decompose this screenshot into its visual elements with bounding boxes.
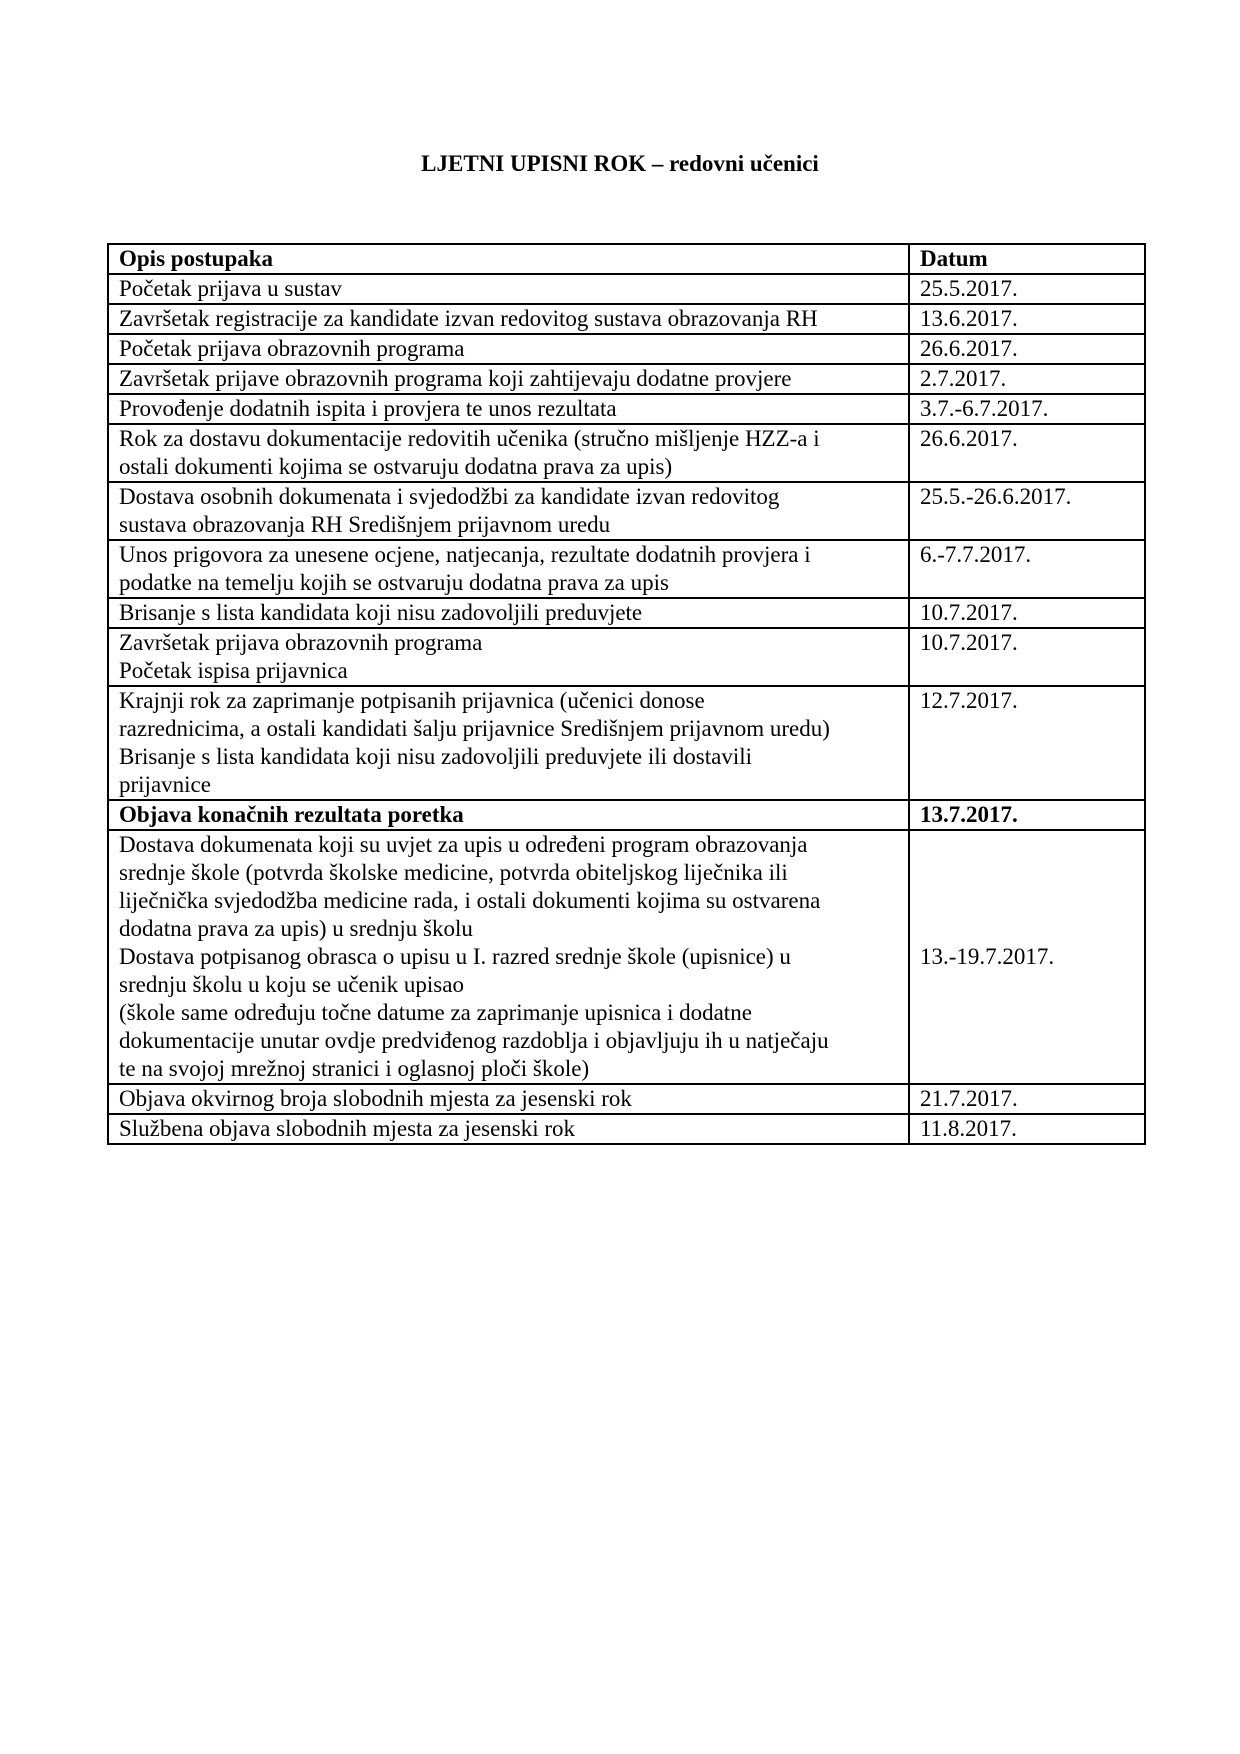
row-description: Brisanje s lista kandidata koji nisu zadovoljili preduvjete <box>108 598 909 628</box>
table-row <box>108 1114 1145 1144</box>
row-date: 10.7.2017. <box>909 598 1145 628</box>
row-date: 3.7.-6.7.2017. <box>909 394 1145 424</box>
row-description: Završetak registracije za kandidate izvan redovitog sustava obrazovanja RH <box>108 304 909 334</box>
row-date: 10.7.2017. <box>909 628 1145 686</box>
row-description: Unos prigovora za unesene ocjene, natjecanja, rezultate dodatnih provjera i podatke na temelju kojih se ostvaruju dodatna prava za upis <box>108 540 909 598</box>
row-date: 21.7.2017. <box>909 1084 1145 1114</box>
row-date: 6.-7.7.2017. <box>909 540 1145 598</box>
table-row <box>108 1084 1145 1114</box>
table-row <box>108 364 1145 394</box>
row-description: Dostava osobnih dokumenata i svjedodžbi za kandidate izvan redovitog sustava obrazovanja RH Središnjem prijavnom uredu <box>108 482 909 540</box>
row-date: 25.5.-26.6.2017. <box>909 482 1145 540</box>
row-description: Početak prijava obrazovnih programa <box>108 334 909 364</box>
row-date: 25.5.2017. <box>909 274 1145 304</box>
table-row <box>108 830 1145 1084</box>
row-date: 13.6.2017. <box>909 304 1145 334</box>
row-description: Početak prijava u sustav <box>108 274 909 304</box>
table-row <box>108 482 1145 540</box>
header-description: Opis postupaka <box>108 244 909 274</box>
table-row <box>108 424 1145 482</box>
row-date: 13.-19.7.2017. <box>909 830 1145 1084</box>
row-description: Završetak prijave obrazovnih programa koji zahtijevaju dodatne provjere <box>108 364 909 394</box>
row-description: Objava okvirnog broja slobodnih mjesta za jesenski rok <box>108 1084 909 1114</box>
table-row <box>108 686 1145 800</box>
table-row <box>108 628 1145 686</box>
row-description: Završetak prijava obrazovnih programa Početak ispisa prijavnica <box>108 628 909 686</box>
table-header-row <box>108 244 1145 274</box>
page-title: LJETNI UPISNI ROK – redovni učenici <box>421 151 819 176</box>
row-description: Dostava dokumenata koji su uvjet za upis u određeni program obrazovanja srednje škole (potvrda školske medicine, potvrda obiteljskog liječnika ili liječnička svjedodžba medicine rada, i ostali dokumenti kojima su ostvarena dodatna prava za upis) u srednju školu Dostava potpisanog obrasca o upisu u I. razred srednje škole (upisnice) u srednju školu u koju se učenik upisao (škole same određuju točne datume za zaprimanje upisnica i dodatne dokumentacije unutar ovdje predviđenog razdoblja i objavljuju ih u natječaju te na svojoj mrežnoj stranici i oglasnoj ploči škole) <box>108 830 909 1084</box>
row-description: Krajnji rok za zaprimanje potpisanih prijavnica (učenici donose razrednicima, a ostali kandidati šalju prijavnice Središnjem prijavnom uredu) Brisanje s lista kandidata koji nisu zadovoljili preduvjete ili dostavili prijavnice <box>108 686 909 800</box>
row-date: 2.7.2017. <box>909 364 1145 394</box>
row-date: 12.7.2017. <box>909 686 1145 800</box>
row-date: 26.6.2017. <box>909 424 1145 482</box>
row-description: Objava konačnih rezultata poretka <box>108 800 909 830</box>
table-row <box>108 598 1145 628</box>
row-date: 11.8.2017. <box>909 1114 1145 1144</box>
schedule-table <box>107 243 1146 1145</box>
table-row <box>108 394 1145 424</box>
row-date: 26.6.2017. <box>909 334 1145 364</box>
header-date: Datum <box>909 244 1145 274</box>
table-row-highlight <box>108 800 1145 830</box>
row-description: Službena objava slobodnih mjesta za jesenski rok <box>108 1114 909 1144</box>
row-date: 13.7.2017. <box>909 800 1145 830</box>
table-row <box>108 304 1145 334</box>
row-description: Provođenje dodatnih ispita i provjera te unos rezultata <box>108 394 909 424</box>
table-row <box>108 334 1145 364</box>
row-description: Rok za dostavu dokumentacije redovitih učenika (stručno mišljenje HZZ-a i ostali dokumenti kojima se ostvaruju dodatna prava za upis) <box>108 424 909 482</box>
table-row <box>108 540 1145 598</box>
table-row <box>108 274 1145 304</box>
